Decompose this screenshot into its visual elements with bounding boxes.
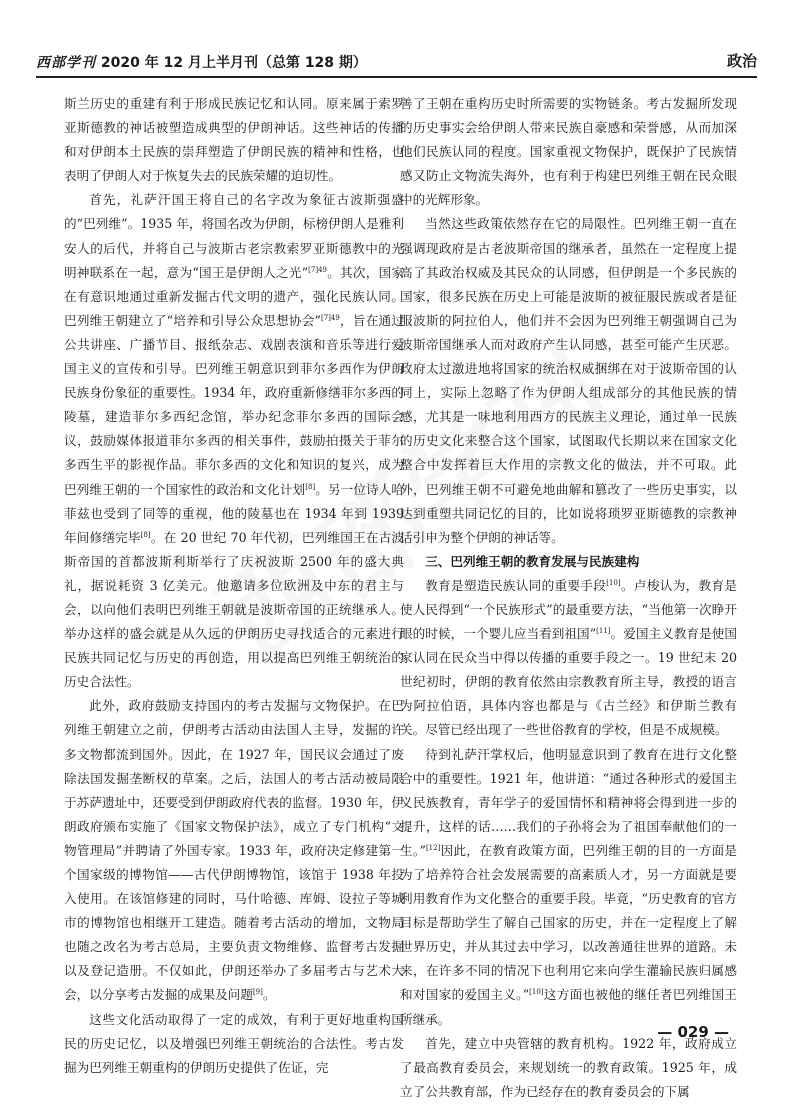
- paragraph: 首先，礼萨汗国王将自己的名字改为象征古波斯强盛的“巴列维”。1935 年，将国名改为伊朗，标榜伊朗人是雅利安人的后代，并将自己与波斯古老宗教索罗亚斯德教中的光明神联系在一起，意为“国王是伊朗人之光”$^{[7]49}$。其次，国家在有意识地通过重新发掘古代文明的遗产，强化民族认同。巴列维王朝建立了“培养和引导公众思想协会”$^{[7]49}$，旨在通过公共讲座、广播节目、报纸杂志、戏剧表演和音乐等进行爱国主义的宣传和引导。巴列维王朝意识到菲尔多西作为伊朗民族身份象征的重要性。1934 年，政府重新修缮菲尔多西的陵墓，建造菲尔多西纪念馆，举办纪念菲尔多西的国际会议，鼓励媒体报道菲尔多西的相关事件，鼓励拍摄关于菲尔多西生平的影视作品。菲尔多西的文化和知识的复兴，成为巴列维王朝的一个国家性的政治和文化计划[8]。另一位诗人哈菲兹也受到了同等的重视，他的陵墓也在 1934 年到 1939 年间修缮完毕[8]。在 20 世纪 70 年代初，巴列维国王在古波斯帝国的首都波斯利斯举行了庆祝波斯 2500 年的盛大典礼，据说耗资 3 亿美元。他邀请多位欧洲及中东的君主与会，以向他们表明巴列维王朝就是波斯帝国的正统继承人。举办这样的盛会就是从久远的伊朗历史寻找适合的元素进行民族共同记忆与历史的再创造，用以提高巴列维王朝统治的历史合法性。: [64, 192, 405, 690]
- left-column: [64, 92, 404, 1080]
- issue-info: 2020 年 12 月上半月刊（总第 128 期）: [100, 55, 367, 71]
- journal-title: [36, 52, 367, 72]
- citation-marker: [12]: [425, 843, 441, 852]
- section-heading: 三、巴列维王朝的教育发展与民族建构: [425, 553, 640, 569]
- paragraph: 待到礼萨汗掌权后，他明显意识到了教育在进行文化整合中的重要性。1921 年，他讲道：“通过各种形式的爱国主义民族教育，青年学子的爱国情怀和精神将会得到进一步的提升，这样的话……我们的子孙将会为了祖国奉献他们的一生。”[12]因此，在教育政策方面，巴列维王朝的目的一方面是为了培养符合社会发展需要的高素质人才，另一方面就是要利用教育作为文化整合的重要手段。毕竟，“历史教育的官方目标是帮助学生了解自己国家的历史，并在一定程度上了解世界历史，并从其过去中学习，以改善通往世界的道路。未来，在许多不同的情况下也利用它来向学生灌输民族归属感和对国家的爱国主义。”[10]这方面也被他的继任者巴列维国王所继承。: [400, 746, 738, 1027]
- citation-marker: [10]: [529, 988, 544, 997]
- paragraph: 当然这些政策依然存在它的局限性。巴列维王朝一直在强调现政府是古老波斯帝国的继承者，虽然在一定程度上提高了其政治权威及其民众的认同感，但伊朗是一个多民族的国家，很多民族在历史上可能是波斯的被征服民族或者是征服波斯的阿拉伯人，他们并不会因为巴列维王朝强调自己为波斯帝国继承人而对政府产生认同感，甚至可能产生厌恶。政府太过激进地将国家的统治权威捆绑在对于波斯帝国的认同上，实际上忽略了作为伊朗人组成部分的其他民族的情感，尤其是一味地利用西方的民族主义理论，通过单一民族的历史文化来整合这个国家，试图取代长期以来在国家文化整合中发挥着巨大作用的宗教文化的做法，并不可取。此外，巴列维王朝不可避免地曲解和篡改了一些历史事实，以达到重塑共同记忆的目的，比如说将琐罗亚斯德教的宗教神话引申为整个伊朗的神话等。: [400, 216, 737, 545]
- paragraph: 首先，建立中央管辖的教育机构。1922 年，政府成立了最高教育委员会，来规划统一的教育政策。1925 年，成立了公共教育部，作为已经存在的教育委员会的下属: [400, 1035, 737, 1099]
- citation-marker: [8]: [305, 482, 316, 491]
- paragraph: 此外，政府鼓励支持国内的考古发掘与文物保护。在巴列维王朝建立之前，伊朗考古活动由法国人主导，发掘的许多文物都流到国外。因此，在 1927 年，国民议会通过了废除法国发掘垄断权的草案。之后，法国人的考古活动被局限于苏萨遗址中，还要受到伊朗政府代表的监督。1930 年，伊朗政府颁布实施了《国家文物保护法》，成立了专门机构“文物管理局”并聘请了外国专家。1933 年，政府决定修建第一个国家级的博物馆——古代伊朗博物馆，该馆于 1938 年投入使用。在该馆修建的同时，马什哈德、库姆、设拉子等城市的博物馆也相继开工建造。随着考古活动的增加，文物局也随之改名为考古总局，主要负责文物维修、监督考古发掘以及登记造册。不仅如此，伊朗还举办了多届考古与艺术大会，以分享考古发掘的成果及问题[9]。: [64, 698, 404, 1003]
- citation-marker: [10]: [606, 578, 621, 587]
- citation-marker: [7]49: [320, 313, 340, 322]
- citation-marker: [9]: [252, 988, 263, 997]
- page-number: — 029 —: [657, 1023, 729, 1041]
- paragraph: 教育是塑造民族认同的重要手段[10]。卢梭认为，教育是使人民得到“一个民族形式”的最重要方法，“当他第一次睁开眼的时候，一个婴儿应当看到祖国”[11]。爱国主义教育是使国家认同在民众当中得以传播的重要手段之一。19 世纪末 20 世纪初时，伊朗的教育依然由宗教教育所主导，教授的语言为阿拉伯语，具体内容也都是与《古兰经》和伊斯兰教有关。尽管已经出现了一些世俗教育的学校，但是不成规模。: [400, 577, 738, 738]
- citation-marker: [8]: [140, 530, 151, 539]
- section-label: 政治: [726, 52, 757, 70]
- paragraph: 这些文化活动取得了一定的成效，有利于更好地重构国民的历史记忆，以及增强巴列维王朝统治的合法性。考古发掘为巴列维王朝重构的伊朗历史提供了佐证，完: [64, 1011, 404, 1075]
- citation-marker: [7]49: [308, 265, 327, 274]
- journal-logo: 西部学刊: [36, 55, 96, 71]
- paragraph: 斯兰历史的重建有利于形成民族记忆和认同。原来属于索罗亚斯德教的神话被塑造成典型的伊朗神话。这些神话的传播和对伊朗本土民族的崇拜塑造了伊朗民族的精神和性格，也表明了伊朗人对于恢复失去的民族荣耀的迫切性。: [64, 96, 404, 184]
- paragraph: 善了王朝在重构历史时所需要的实物链条。考古发掘所发现的历史事实会给伊朗人带来民族自豪感和荣誉感，从而加深他们民族认同的程度。国家重视文物保护，既保护了民族情感又防止文物流失海外，也有利于构建巴列维王朝在民众眼中的光辉形象。: [400, 96, 737, 208]
- citation-marker: [11]: [596, 626, 611, 635]
- right-column: [400, 92, 737, 1104]
- page-header: [36, 44, 757, 78]
